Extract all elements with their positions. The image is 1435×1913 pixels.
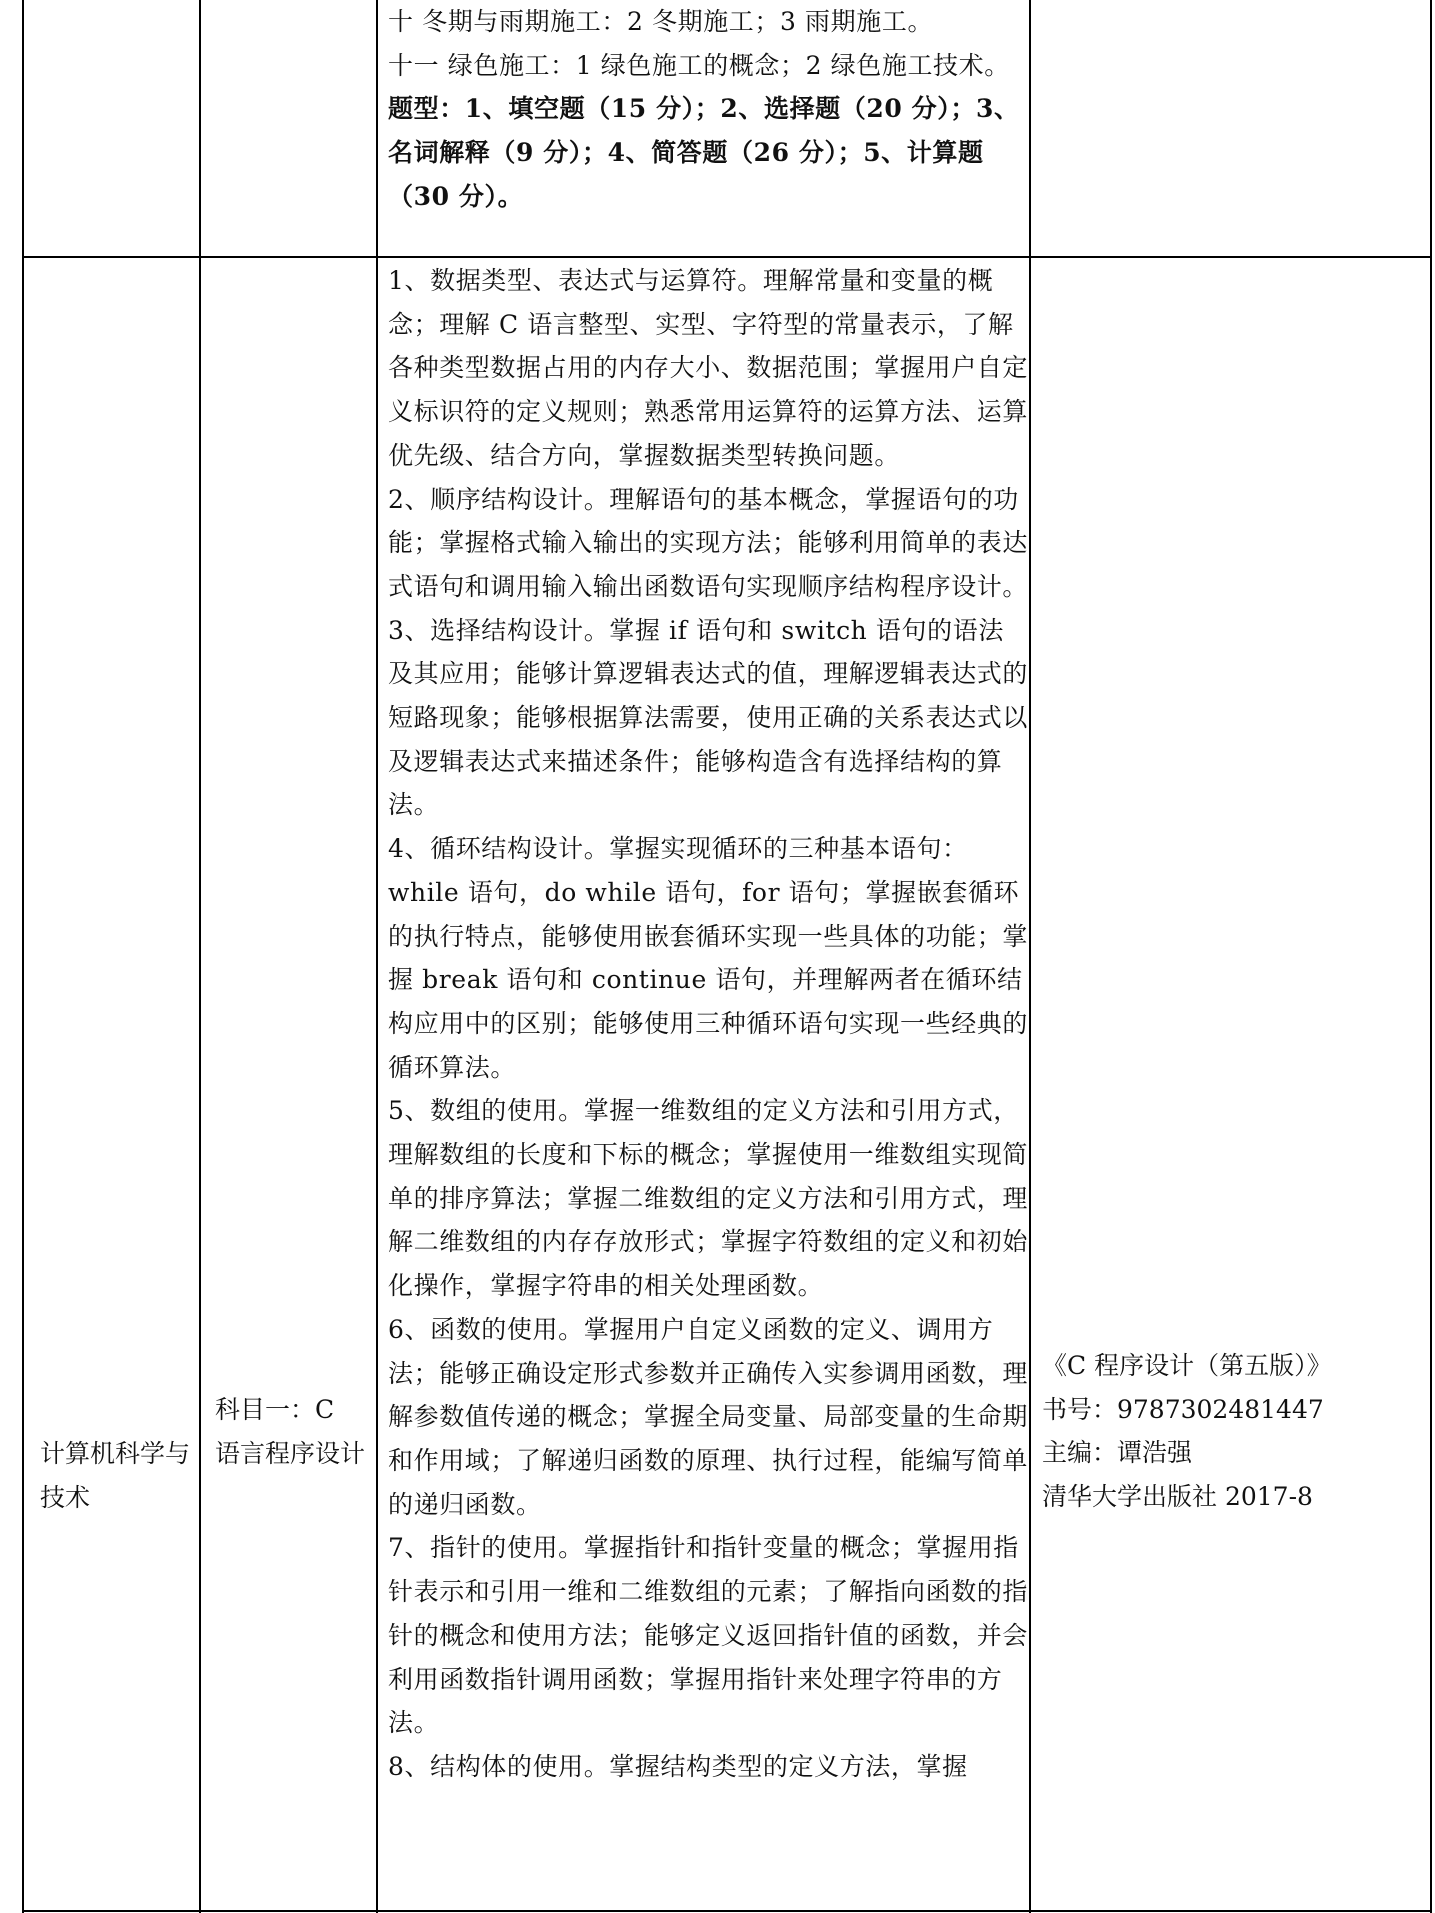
textbook-editor: 主编：谭浩强 — [1042, 1438, 1193, 1468]
syllabus-item: 7、指针的使用。掌握指针和指针变量的概念；掌握用指针表示和引用一维和二维数组的元素；了解指向函数的指针的概念和使用方法；能够定义返回指针值的函数，并会利用函数指针调用函数；掌握用指针来处理字符串的方法。 — [388, 1533, 1029, 1738]
syllabus-item: 6、函数的使用。掌握用户自定义函数的定义、调用方法；能够正确设定形式参数并正确传入实参调用函数，理解参数值传递的概念；掌握全局变量、局部变量的生命期和作用域；了解递归函数的原理、执行过程，能编写简单的递归函数。 — [388, 1314, 1029, 1519]
table-border-left — [22, 0, 24, 1913]
table-border-bottom — [22, 1910, 1432, 1912]
row-divider — [22, 256, 1432, 258]
subject-name: 科目一：C 语言程序设计 — [215, 1395, 366, 1468]
syllabus-item: 5、数组的使用。掌握一维数组的定义方法和引用方式，理解数组的长度和下标的概念；掌握使用一维数组实现简单的排序算法；掌握二维数组的定义方法和引用方式，理解二维数组的内存存放形式；掌握字符数组的定义和初始化操作，掌握字符串的相关处理函数。 — [388, 1096, 1029, 1301]
syllabus-item: 4、循环结构设计。掌握实现循环的三种基本语句：while 语句，do while 语句，for 语句；掌握嵌套循环的执行特点，能够使用嵌套循环实现一些具体的功能；掌握 break 语句和 continue 语句，并理解两者在循环结构应用中的区别；能够使用三种循环语句实现一些经典的循环算法。 — [388, 834, 1029, 1082]
textbook-cell — [1042, 1344, 1422, 1519]
textbook-publisher: 清华大学出版社 2017-8 — [1042, 1482, 1313, 1512]
syllabus-item: 2、顺序结构设计。理解语句的基本概念，掌握语句的功能；掌握格式输入输出的实现方法；能够利用简单的表达式语句和调用输入输出函数语句实现顺序结构程序设计。 — [388, 484, 1029, 601]
subject-cell — [215, 1388, 365, 1475]
top-row-paragraph: 十 冬期与雨期施工：2 冬期施工；3 雨期施工。 — [388, 7, 934, 36]
syllabus-item: 1、数据类型、表达式与运算符。理解常量和变量的概念；理解 C 语言整型、实型、字符型的常量表示，了解各种类型数据占用的内存大小、数据范围；掌握用户自定义标识符的定义规则；熟悉常用运算符的运算方法、运算优先级、结合方向，掌握数据类型转换问题。 — [388, 266, 1029, 470]
major-cell — [40, 1432, 190, 1519]
top-row-paragraph: 十一 绿色施工：1 绿色施工的概念；2 绿色施工技术。 — [388, 50, 1010, 80]
syllabus-content-cell — [388, 259, 1028, 1789]
textbook-isbn: 书号：9787302481447 — [1042, 1394, 1324, 1424]
column-divider-2 — [376, 0, 378, 1913]
syllabus-item: 3、选择结构设计。掌握 if 语句和 switch 语句的语法及其应用；能够计算逻辑表达式的值，理解逻辑表达式的短路现象；能够根据算法需要，使用正确的关系表达式以及逻辑表达式来描述条件；能够构造含有选择结构的算法。 — [388, 615, 1029, 820]
column-divider-3 — [1029, 0, 1031, 1913]
table-border-right — [1430, 0, 1432, 1913]
column-divider-1 — [199, 0, 201, 1913]
major-name: 计算机科学与技术 — [40, 1439, 191, 1512]
syllabus-item: 8、结构体的使用。掌握结构类型的定义方法，掌握 — [388, 1751, 968, 1781]
top-row-content-cell — [388, 0, 1028, 219]
question-types-text: 题型：1、填空题（15 分）；2、选择题（20 分）；3、名词解释（9 分）；4、简答题（26 分）；5、计算题（30 分）。 — [388, 94, 1020, 211]
textbook-title: 《C 程序设计（第五版）》 — [1042, 1351, 1332, 1380]
